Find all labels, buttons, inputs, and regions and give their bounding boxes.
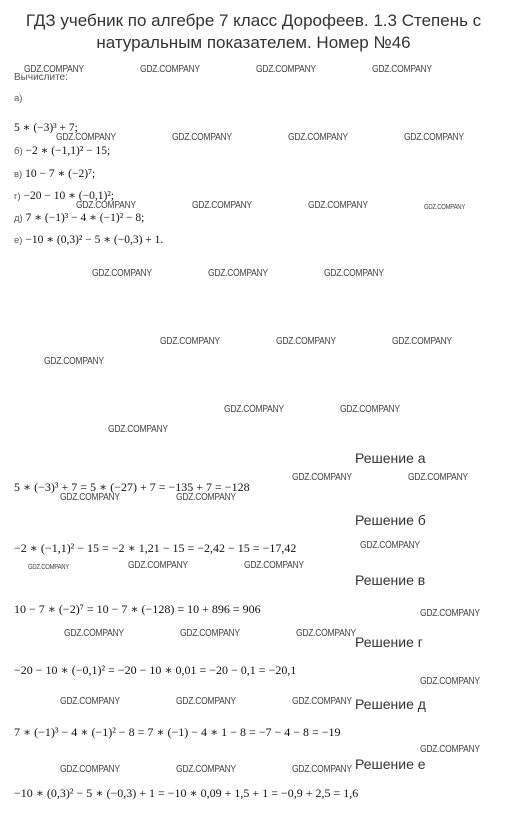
task-item-a: 5 ∗ (−3)³ + 7; [14,122,78,134]
watermark: GDZ.COMPANY [256,64,316,75]
solution-heading-b: Решение б [355,512,426,528]
task-item-b: б) −2 ∗ (−1,1)² − 15; [14,145,111,157]
task-item-e: е) −10 ∗ (0,3)² − 5 ∗ (−0,3) + 1. [14,234,164,246]
task-item-d: д) 7 ∗ (−1)³ − 4 ∗ (−1)² − 8; [14,212,145,224]
solution-text-a: 5 ∗ (−3)³ + 7 = 5 ∗ (−27) + 7 = −135 + 7 = −128 [14,480,250,494]
page-title: ГДЗ учебник по алгебре 7 класс Дорофеев. 1.3 Степень с натуральным показателем. Номер №46 [25,11,482,52]
watermark: GDZ.COMPANY [276,336,336,347]
watermark: GDZ.COMPANY [340,404,400,415]
watermark: GDZ.COMPANY [224,404,284,415]
watermark: GDZ.COMPANY [420,676,480,687]
solution-text-g: −20 − 10 ∗ (−0,1)² = −20 − 10 ∗ 0,01 = −20 − 0,1 = −20,1 [14,663,297,677]
watermark: GDZ.COMPANY [392,336,452,347]
watermark: GDZ.COMPANY [28,564,70,571]
watermark: GDZ.COMPANY [292,764,352,775]
watermark: GDZ.COMPANY [408,472,468,483]
watermark: GDZ.COMPANY [24,64,84,75]
solution-heading-d: Решение д [355,696,426,712]
watermark: GDZ.COMPANY [192,200,252,211]
task-item-g: г) −20 − 10 ∗ (−0,1)²; [14,190,114,202]
watermark: GDZ.COMPANY [404,132,464,143]
watermark: GDZ.COMPANY [180,628,240,639]
watermark: GDZ.COMPANY [176,764,236,775]
task-item-a-label: а) [14,93,23,104]
watermark: GDZ.COMPANY [288,132,348,143]
watermark: GDZ.COMPANY [360,540,420,551]
watermark: GDZ.COMPANY [244,560,304,571]
watermark: GDZ.COMPANY [420,744,480,755]
watermark: GDZ.COMPANY [420,608,480,619]
watermark: GDZ.COMPANY [56,132,116,143]
watermark: GDZ.COMPANY [76,200,136,211]
task-heading: Вычислите: [14,72,68,83]
watermark: GDZ.COMPANY [92,268,152,279]
solution-text-d: 7 ∗ (−1)³ − 4 ∗ (−1)² − 8 = 7 ∗ (−1) − 4 ∗ 1 − 8 = −7 − 4 − 8 = −19 [14,725,341,739]
watermark: GDZ.COMPANY [44,356,104,367]
solution-heading-g: Решение г [355,634,423,650]
watermark: GDZ.COMPANY [424,204,466,211]
solution-heading-v: Решение в [355,572,426,588]
watermark: GDZ.COMPANY [140,64,200,75]
watermark: GDZ.COMPANY [172,132,232,143]
watermark: GDZ.COMPANY [292,472,352,483]
solution-text-e: −10 ∗ (0,3)² − 5 ∗ (−0,3) + 1 = −10 ∗ 0,09 + 1,5 + 1 = −0,9 + 2,5 = 1,6 [14,786,359,800]
solution-text-v: 10 − 7 ∗ (−2)⁷ = 10 − 7 ∗ (−128) = 10 + 896 = 906 [14,602,261,616]
watermark: GDZ.COMPANY [296,628,356,639]
watermark: GDZ.COMPANY [292,696,352,707]
watermark: GDZ.COMPANY [372,64,432,75]
watermark: GDZ.COMPANY [60,492,120,503]
solution-text-b: −2 ∗ (−1,1)² − 15 = −2 ∗ 1,21 − 15 = −2,42 − 15 = −17,42 [14,541,297,555]
watermark: GDZ.COMPANY [64,628,124,639]
watermark: GDZ.COMPANY [308,200,368,211]
task-item-v: в) 10 − 7 ∗ (−2)⁷; [14,168,96,180]
watermark: GDZ.COMPANY [208,268,268,279]
watermark: GDZ.COMPANY [128,560,188,571]
solution-heading-a: Решение а [355,450,426,466]
watermark: GDZ.COMPANY [176,696,236,707]
watermark: GDZ.COMPANY [60,764,120,775]
watermark: GDZ.COMPANY [160,336,220,347]
watermark: GDZ.COMPANY [324,268,384,279]
watermark: GDZ.COMPANY [60,696,120,707]
solution-heading-e: Решение е [355,756,426,772]
watermark: GDZ.COMPANY [176,492,236,503]
watermark: GDZ.COMPANY [108,424,168,435]
